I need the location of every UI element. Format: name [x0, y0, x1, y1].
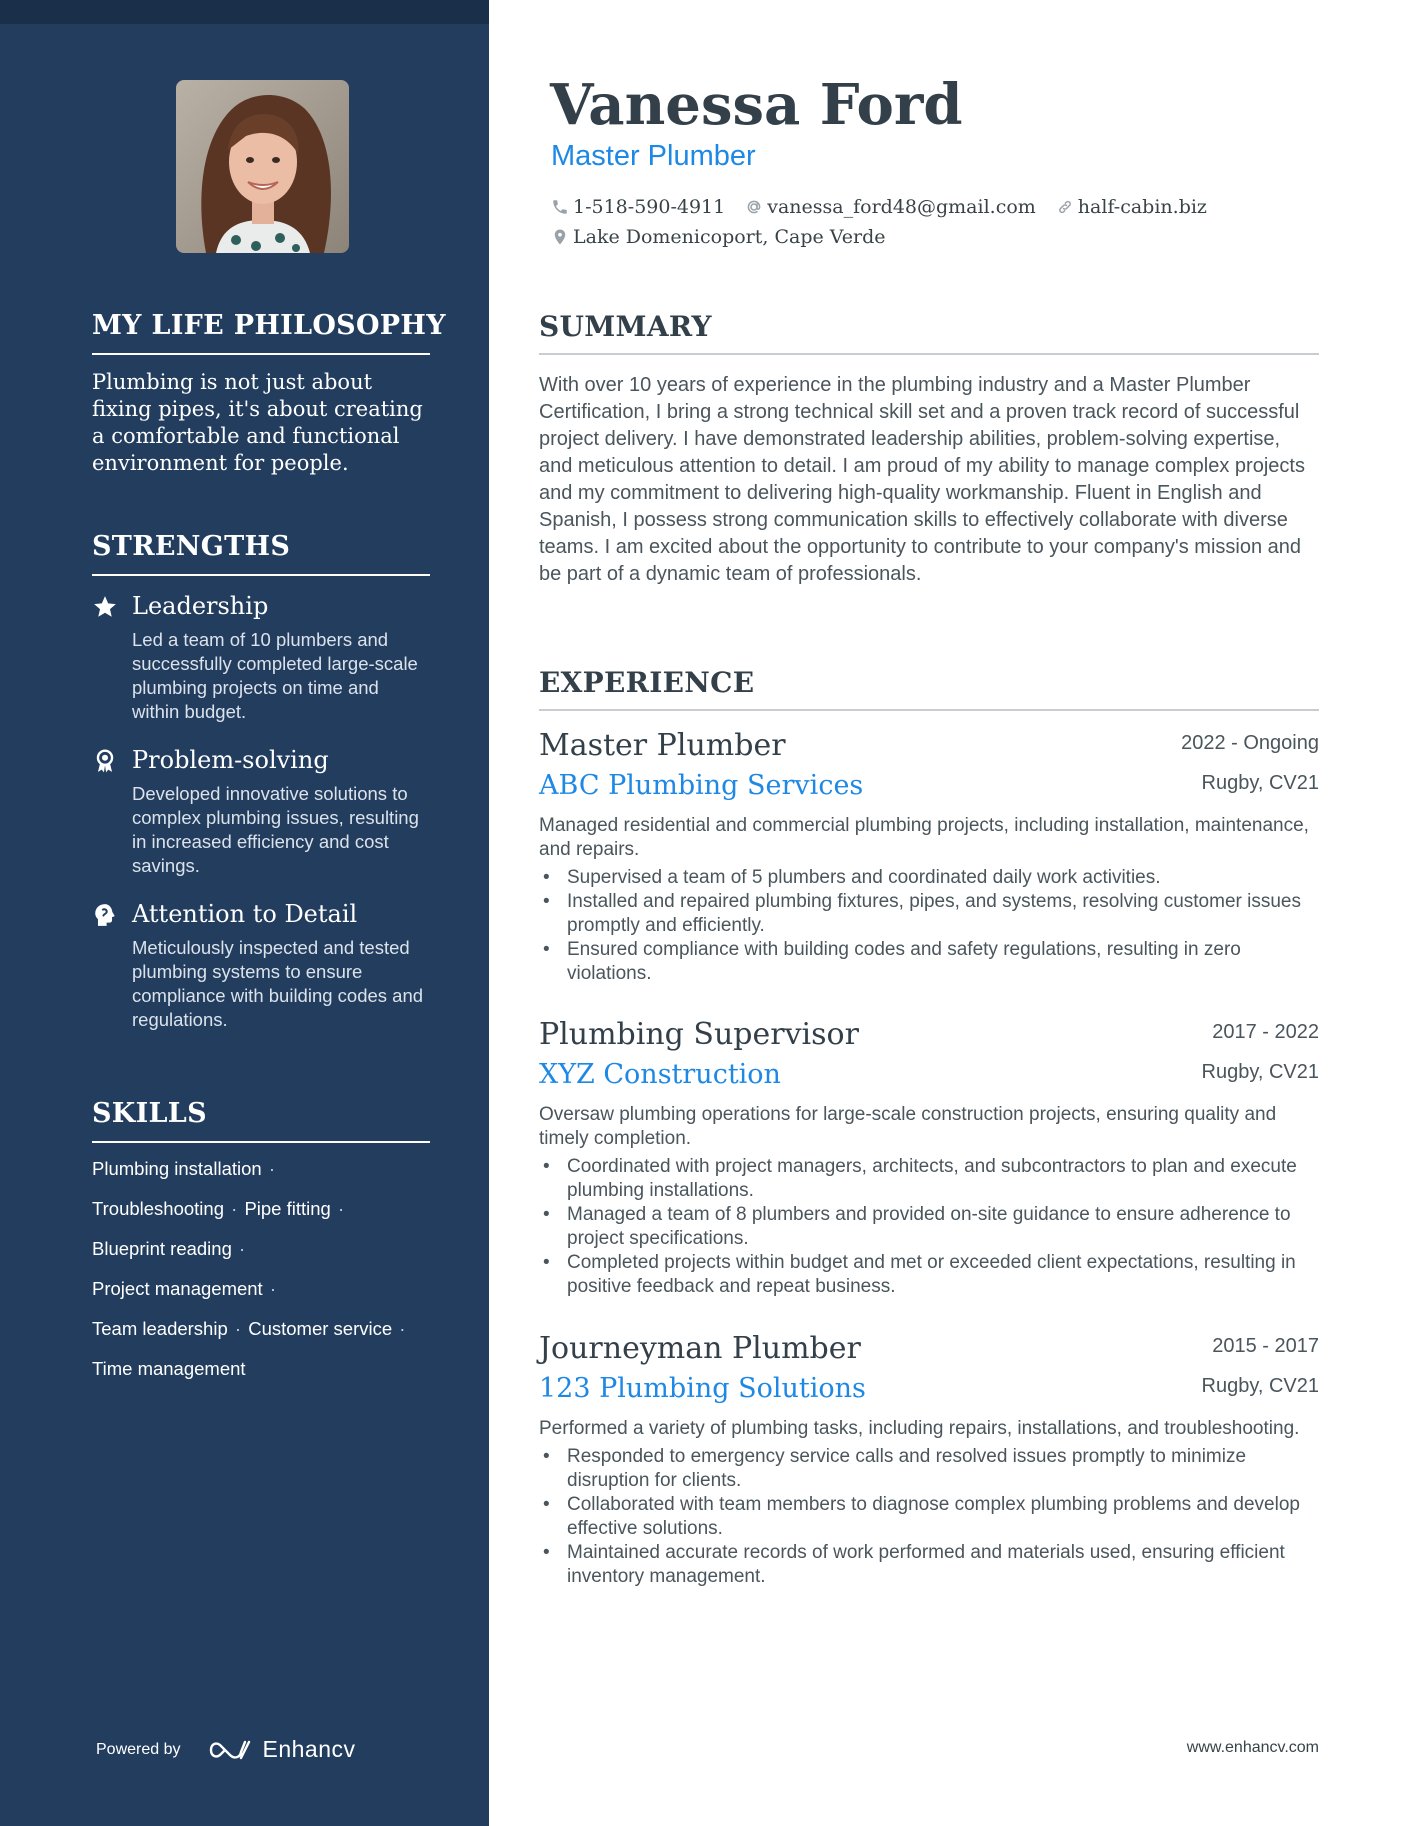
award-icon — [92, 748, 118, 774]
skill-separator: · — [337, 1198, 345, 1219]
email-text: vanessa_ford48@gmail.com — [767, 196, 1036, 218]
at-sign-icon — [745, 198, 763, 216]
skill-row — [92, 1197, 430, 1221]
job-company: 123 Plumbing Solutions — [539, 1373, 866, 1404]
strength-item — [92, 590, 430, 724]
skill-item: Customer service — [248, 1318, 393, 1339]
main-content — [539, 0, 1319, 1826]
contact-location — [551, 226, 886, 248]
experience-entry — [539, 1017, 1319, 1299]
skill-separator: · — [269, 1278, 277, 1299]
job-subheader — [539, 1373, 1319, 1417]
skill-separator: · — [399, 1318, 406, 1339]
sidebar — [0, 0, 489, 1826]
job-bullet: • Managed a team of 8 plumbers and provided on-site guidance to ensure adherence to project specifications. — [539, 1203, 1319, 1251]
summary-title: SUMMARY — [539, 310, 1319, 355]
philosophy-text: Plumbing is not just about fixing pipes, it's about creating a comfortable and functional environment for people. — [92, 370, 423, 475]
link-icon — [1056, 198, 1074, 216]
job-company: XYZ Construction — [539, 1059, 781, 1090]
job-company: ABC Plumbing Services — [539, 770, 864, 801]
profile-photo — [176, 80, 349, 253]
contact-email[interactable] — [745, 196, 1036, 218]
strength-item — [92, 744, 430, 878]
skill-item: Time management — [92, 1358, 246, 1379]
star-icon — [92, 594, 118, 620]
job-title: Plumbing Supervisor — [539, 1017, 859, 1052]
skill-row — [92, 1237, 430, 1261]
location-text: Lake Domenicoport, Cape Verde — [573, 226, 886, 248]
strengths-section — [92, 531, 430, 1032]
strength-title: Leadership — [132, 592, 269, 620]
contact-website[interactable] — [1056, 196, 1207, 218]
philosophy-title: MY LIFE PHILOSOPHY — [92, 310, 430, 355]
job-location: Rugby, CV21 — [1201, 772, 1319, 794]
job-description: Oversaw plumbing operations for large-scale construction projects, ensuring quality and timely completion. — [539, 1104, 1277, 1149]
job-bullet: • Collaborated with team members to diagnose complex plumbing problems and develop effective solutions. — [539, 1493, 1319, 1541]
experience-title: EXPERIENCE — [539, 666, 1319, 711]
experience-entry — [539, 1331, 1319, 1589]
skill-item: Project management — [92, 1278, 263, 1299]
enhancv-logo-icon — [207, 1738, 253, 1762]
contact-phone[interactable] — [551, 196, 725, 218]
phone-text: 1-518-590-4911 — [573, 196, 726, 218]
skill-row — [92, 1157, 430, 1181]
job-bullet: • Coordinated with project managers, architects, and subcontractors to plan and execute plumbing installations. — [539, 1155, 1319, 1203]
strength-desc: Developed innovative solutions to complex plumbing issues, resulting in increased efficiency and cost savings. — [132, 783, 419, 876]
job-location: Rugby, CV21 — [1201, 1375, 1319, 1397]
job-header — [539, 728, 1319, 770]
strength-desc: Led a team of 10 plumbers and successfully completed large-scale plumbing projects on time and within budget. — [132, 629, 418, 722]
job-bullets — [539, 1445, 1319, 1589]
skills-list — [92, 1157, 430, 1381]
job-bullet: • Installed and repaired plumbing fixtures, pipes, and systems, resolving customer issues promptly and efficiently. — [539, 890, 1319, 938]
skills-section — [92, 1098, 430, 1397]
strengths-title: STRENGTHS — [92, 531, 430, 576]
job-title: Journeyman Plumber — [539, 1331, 861, 1366]
skill-separator: · — [268, 1158, 275, 1179]
job-bullets — [539, 1155, 1319, 1299]
job-bullet: • Completed projects within budget and met or exceeded client expectations, resulting in positive feedback and repeat business. — [539, 1251, 1319, 1299]
experience-entry — [539, 728, 1319, 986]
job-title: Master Plumber — [539, 728, 786, 763]
website-text: half-cabin.biz — [1077, 196, 1207, 218]
powered-by-label: Powered by — [96, 1740, 181, 1758]
job-dates: 2022 - Ongoing — [1181, 732, 1319, 754]
strength-desc: Meticulously inspected and tested plumbing systems to ensure compliance with building codes and regulations. — [132, 937, 424, 1030]
job-description: Managed residential and commercial plumbing projects, including installation, maintenance, and repairs. — [539, 815, 1309, 860]
job-dates: 2015 - 2017 — [1212, 1335, 1319, 1357]
powered-by-link[interactable] — [96, 1736, 356, 1763]
strength-title: Attention to Detail — [132, 900, 358, 928]
summary-text: With over 10 years of experience in the plumbing industry and a Master Plumber Certification, I bring a strong technical skill set and a proven track record of successful project delivery. I have demonstrated leadership abilities, problem-solving expertise, and meticulous attention to detail. I am proud of my ability to manage complex projects and my commitment to delivering high-quality workmanship. Fluent in English and Spanish, I possess strong communication skills to effectively collaborate with diverse teams. I am excited about the opportunity to contribute to your company's mission and be part of a dynamic team of professionals. — [539, 374, 1305, 585]
head-icon — [92, 902, 118, 928]
skill-item: Team leadership — [92, 1318, 228, 1339]
job-bullet: • Supervised a team of 5 plumbers and coordinated daily work activities. — [539, 866, 1319, 890]
job-header — [539, 1017, 1319, 1059]
location-pin-icon — [551, 228, 569, 246]
job-description: Performed a variety of plumbing tasks, including repairs, installations, and troubleshooting. — [539, 1418, 1300, 1439]
job-bullets — [539, 866, 1319, 986]
profile-name: Vanessa Ford — [550, 72, 963, 138]
skill-row — [92, 1357, 430, 1381]
phone-icon — [551, 198, 569, 216]
footer-url-link[interactable]: www.enhancv.com — [1186, 1739, 1319, 1756]
contact-row — [551, 222, 1311, 252]
job-header — [539, 1331, 1319, 1373]
skill-item: Plumbing installation — [92, 1158, 262, 1179]
job-bullet: • Responded to emergency service calls and resolved issues promptly to minimize disruption for clients. — [539, 1445, 1319, 1493]
skill-separator: · — [234, 1318, 242, 1339]
philosophy-section — [92, 310, 446, 477]
job-location: Rugby, CV21 — [1201, 1061, 1319, 1083]
enhancv-wordmark: Enhancv — [262, 1736, 356, 1762]
skill-item: Troubleshooting — [92, 1198, 224, 1219]
strength-title: Problem-solving — [132, 746, 329, 774]
profile-headline: Master Plumber — [551, 140, 756, 172]
skills-title: SKILLS — [92, 1098, 430, 1143]
skill-separator: · — [231, 1198, 238, 1219]
skill-row — [92, 1277, 430, 1301]
contact-info — [551, 192, 1311, 252]
skill-item: Blueprint reading — [92, 1238, 232, 1259]
sidebar-top-band — [0, 0, 489, 24]
skill-row — [92, 1317, 430, 1341]
job-bullet: • Maintained accurate records of work performed and materials used, ensuring efficient inventory management. — [539, 1541, 1319, 1589]
job-dates: 2017 - 2022 — [1212, 1021, 1319, 1043]
job-subheader — [539, 1059, 1319, 1103]
contact-row — [551, 192, 1311, 222]
job-subheader — [539, 770, 1319, 814]
skill-item: Pipe fitting — [244, 1198, 331, 1219]
strength-item — [92, 898, 430, 1032]
job-bullet: • Ensured compliance with building codes and safety regulations, resulting in zero violations. — [539, 938, 1319, 986]
skill-separator: · — [239, 1238, 246, 1259]
